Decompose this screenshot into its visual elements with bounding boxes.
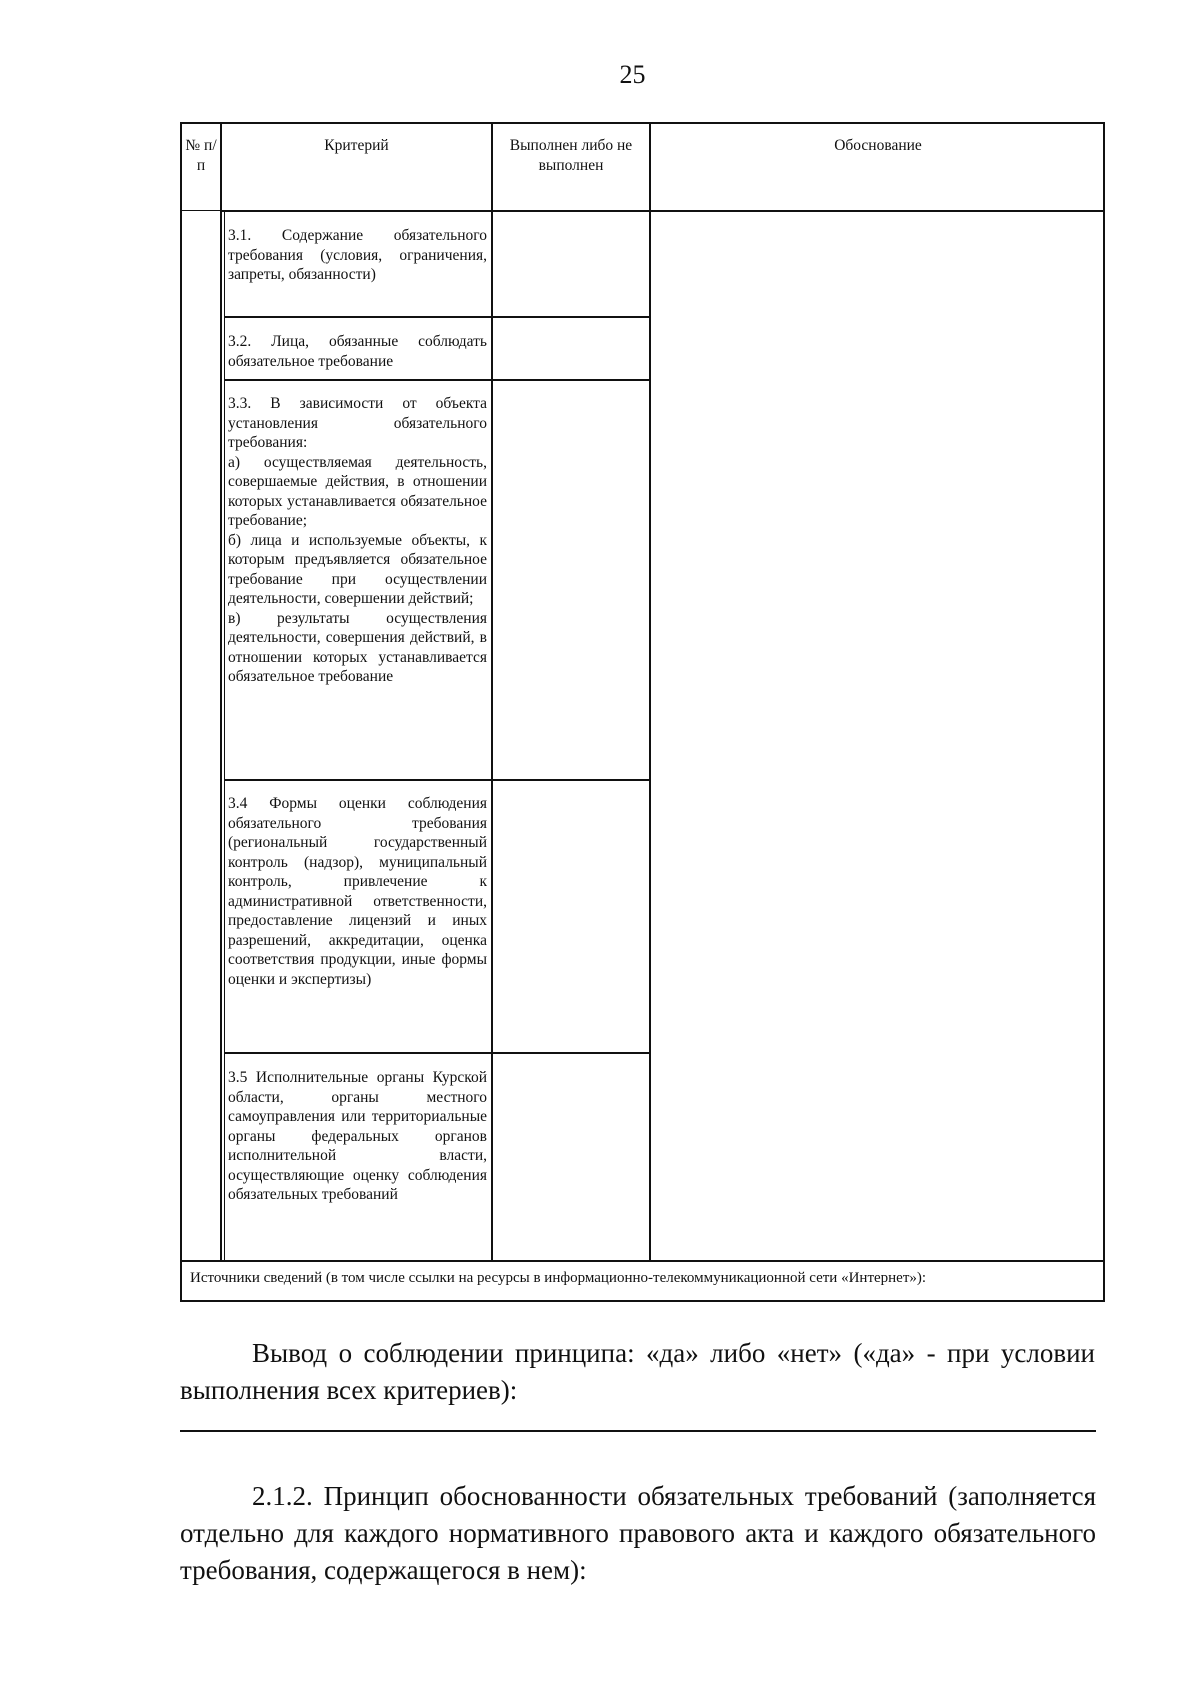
divider-num-col <box>220 124 222 1260</box>
row-divider-3 <box>224 779 651 781</box>
principle-heading: 2.1.2. Принцип обоснованности обязательных требований (заполняется отдельно для каждого нормативного правового акта и каждого обязательного требования, содержащегося в нем): <box>180 1481 1096 1585</box>
criterion-3-3 <box>228 394 487 687</box>
header-num: № п/п <box>185 137 217 174</box>
sources-divider <box>182 1260 1105 1262</box>
row-divider-2 <box>224 379 651 381</box>
criterion-3-3-a: а) осуществляемая деятельность, совершаемые действия, в отношении которых устанавливается обязательное требование; <box>228 453 487 529</box>
criterion-3-2: 3.2. Лица, обязанные соблюдать обязательное требование <box>228 333 487 370</box>
criterion-3-3-intro: 3.3. В зависимости от объекта установления обязательного требования: <box>228 395 487 451</box>
criterion-3-3-c: в) результаты осуществления деятельности, совершения действий, в отношении которых устанавливается обязательное требование <box>228 609 487 685</box>
divider-criterion-col <box>491 124 493 1260</box>
answer-line <box>180 1430 1096 1432</box>
header-justification: Обоснование <box>834 137 922 154</box>
criterion-3-4: 3.4 Формы оценки соблюдения обязательного требования (региональный государственный контроль (надзор), муниципальный контроль, привлечение к административной ответственности, предоставление лицензий и иных разрешений, аккредитации, оценка соответствия продукции, иные формы оценки и экспертизы) <box>228 795 487 988</box>
criterion-3-1: 3.1. Содержание обязательного требования (условия, ограничения, запреты, обязанности) <box>228 227 487 283</box>
row-divider-1 <box>224 316 651 318</box>
header-divider-left <box>182 210 222 211</box>
criterion-3-5: 3.5 Исполнительные органы Курской области, органы местного самоуправления или территориальные органы федеральных органов исполнительной власти, осуществляющие оценку соблюдения обязательных требований <box>228 1069 487 1203</box>
criterion-3-3-b: б) лица и используемые объекты, к которым предъявляется обязательное требование при осуществлении деятельности, совершении действий; <box>228 531 487 607</box>
header-criterion: Критерий <box>324 137 389 154</box>
header-divider <box>220 210 1105 212</box>
sources-text: Источники сведений (в том числе ссылки на ресурсы в информационно-телекоммуникационной сети «Интернет»): <box>190 1270 927 1286</box>
divider-done-col <box>649 124 651 1260</box>
conclusion-text: Вывод о соблюдении принципа: «да» либо «нет» («да» - при условии выполнения всех критериев): <box>180 1338 1095 1405</box>
criteria-table <box>180 122 1105 1302</box>
divider-criterion-inner <box>224 210 225 1260</box>
row-divider-4 <box>224 1052 651 1054</box>
page-number: 25 <box>619 60 646 89</box>
header-done: Выполнен либо не выполнен <box>509 137 633 174</box>
